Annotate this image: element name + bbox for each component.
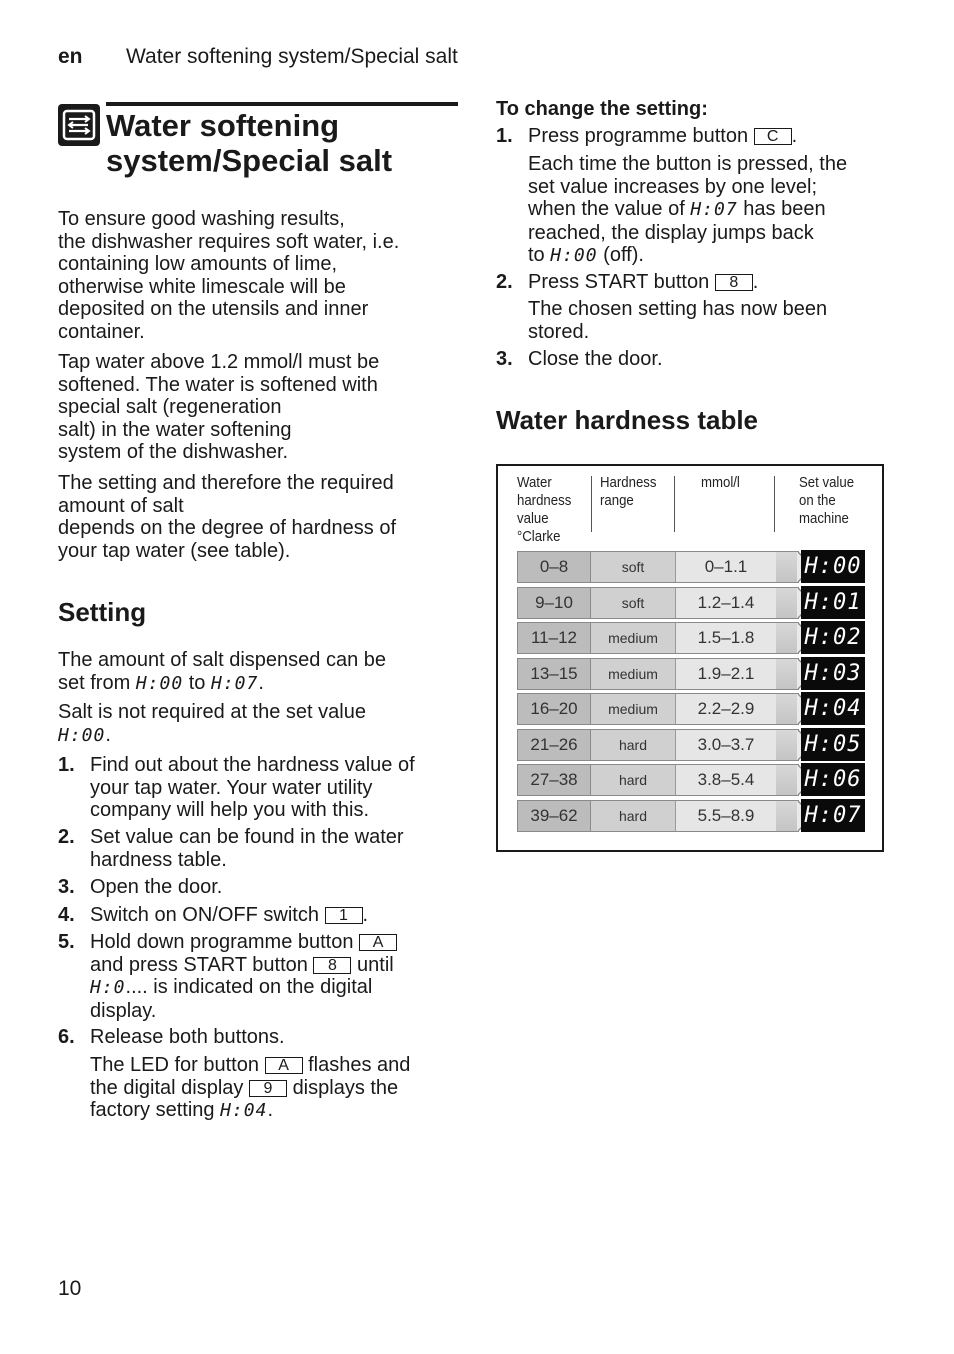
cell-mmol: 1.9–2.1 (676, 659, 776, 689)
cell-mmol: 1.5–1.8 (676, 623, 776, 653)
setting-paragraph-1: The amount of salt dispensed can be set from H:00 to H:07. (58, 649, 386, 694)
cell-range: medium (591, 623, 676, 653)
cell-range: hard (591, 730, 676, 760)
cell-mmol: 1.2–1.4 (676, 588, 776, 618)
cell-mmol: 3.8–5.4 (676, 765, 776, 795)
start-button-key: 8 (313, 957, 351, 974)
cell-range: medium (591, 694, 676, 724)
page-number: 10 (58, 1277, 82, 1300)
column-divider (591, 476, 592, 532)
start-button-key: 8 (715, 274, 753, 291)
setting-step-5: 5. Hold down programme button A and press START button 8 until H:0.... is indicated on the digital display. (58, 931, 458, 1023)
set-value-display: H:03 (801, 657, 865, 690)
water-softener-icon (58, 104, 100, 146)
change-step-2: 2. Press START button 8 . (496, 271, 759, 293)
cell-clarke: 27–38 (518, 765, 591, 795)
cell-clarke: 16–20 (518, 694, 591, 724)
running-header: Water softening system/Special salt (126, 45, 458, 68)
setting-paragraph-2: Salt is not required at the set value H:00. (58, 701, 366, 746)
setting-step-6-detail: The LED for button A flashes and the digital display 9 displays the factory setting H:04. (90, 1054, 411, 1122)
setting-step-4: 4. Switch on ON/OFF switch 1 . (58, 904, 369, 926)
programme-button-key: C (754, 128, 792, 145)
set-value-display: H:02 (801, 621, 865, 654)
cell-clarke: 11–12 (518, 623, 591, 653)
setting-step-3: 3. Open the door. (58, 876, 223, 898)
set-value-display: H:05 (801, 728, 865, 761)
cell-range: soft (591, 588, 676, 618)
cell-mmol: 3.0–3.7 (676, 730, 776, 760)
set-value-display: H:04 (801, 692, 865, 725)
table-row (517, 622, 799, 654)
table-row (517, 693, 799, 725)
on-off-switch-key: 1 (325, 907, 363, 924)
setting-step-6: 6. Release both buttons. (58, 1026, 285, 1048)
cell-range: medium (591, 659, 676, 689)
table-row (517, 800, 799, 832)
digital-display-key: 9 (249, 1080, 287, 1097)
hardness-table (496, 464, 884, 852)
intro-paragraph-3: The setting and therefore the required amount of salt depends on the degree of hardness of your tap water (see table). (58, 472, 397, 562)
column-divider (774, 476, 775, 532)
cell-range: hard (591, 765, 676, 795)
change-step-1: 1. Press programme button C . (496, 125, 798, 147)
setting-step-2: 2. Set value can be found in the water hardness table. (58, 826, 404, 871)
intro-paragraph-2: Tap water above 1.2 mmol/l must be softened. The water is softened with special salt (regeneration salt) in the water softening system of the dishwasher. (58, 351, 380, 464)
column-header-clarke: Water hardness value °Clarke (517, 474, 572, 545)
cell-clarke: 39–62 (518, 801, 591, 831)
cell-range: hard (591, 801, 676, 831)
language-code: en (58, 45, 83, 68)
hardness-table-heading: Water hardness table (496, 405, 759, 435)
column-header-mmol: mmol/l (701, 474, 740, 491)
setting-heading: Setting (58, 597, 147, 627)
page-title: Water softening system/Special salt (106, 108, 393, 178)
set-value-display: H:06 (801, 763, 865, 796)
intro-paragraph-1: To ensure good washing results, the dishwasher requires soft water, i.e. containing low amounts of lime, otherwise white limescale will be deposited on the utensils and inner container. (58, 208, 400, 343)
column-header-range: Hardness range (600, 474, 657, 509)
cell-clarke: 9–10 (518, 588, 591, 618)
change-step-2-detail: The chosen setting has now been stored. (528, 298, 828, 343)
cell-range: soft (591, 552, 676, 582)
change-setting-heading: To change the setting: (496, 98, 708, 120)
title-rule (106, 102, 458, 106)
programme-button-key: A (359, 934, 397, 951)
change-step-1-detail: Each time the button is pressed, the set value increases by one level; when the value of H:07 has been reached, the display jumps back to H:00 (off). (528, 153, 848, 267)
setting-step-1: 1. Find out about the hardness value of your tap water. Your water utility company will help you with this. (58, 754, 415, 822)
table-row (517, 729, 799, 761)
table-body (517, 550, 877, 840)
change-step-3: 3. Close the door. (496, 348, 663, 370)
cell-clarke: 21–26 (518, 730, 591, 760)
cell-clarke: 0–8 (518, 552, 591, 582)
column-divider (674, 476, 675, 532)
programme-button-key: A (265, 1057, 303, 1074)
cell-mmol: 2.2–2.9 (676, 694, 776, 724)
column-header-set-value: Set value on the machine (799, 474, 855, 527)
table-row (517, 587, 799, 619)
cell-mmol: 5.5–8.9 (676, 801, 776, 831)
table-row (517, 658, 799, 690)
set-value-display: H:00 (801, 550, 865, 583)
set-value-display: H:07 (801, 799, 865, 832)
cell-mmol: 0–1.1 (676, 552, 776, 582)
table-row (517, 551, 799, 583)
cell-clarke: 13–15 (518, 659, 591, 689)
set-value-display: H:01 (801, 586, 865, 619)
table-row (517, 764, 799, 796)
